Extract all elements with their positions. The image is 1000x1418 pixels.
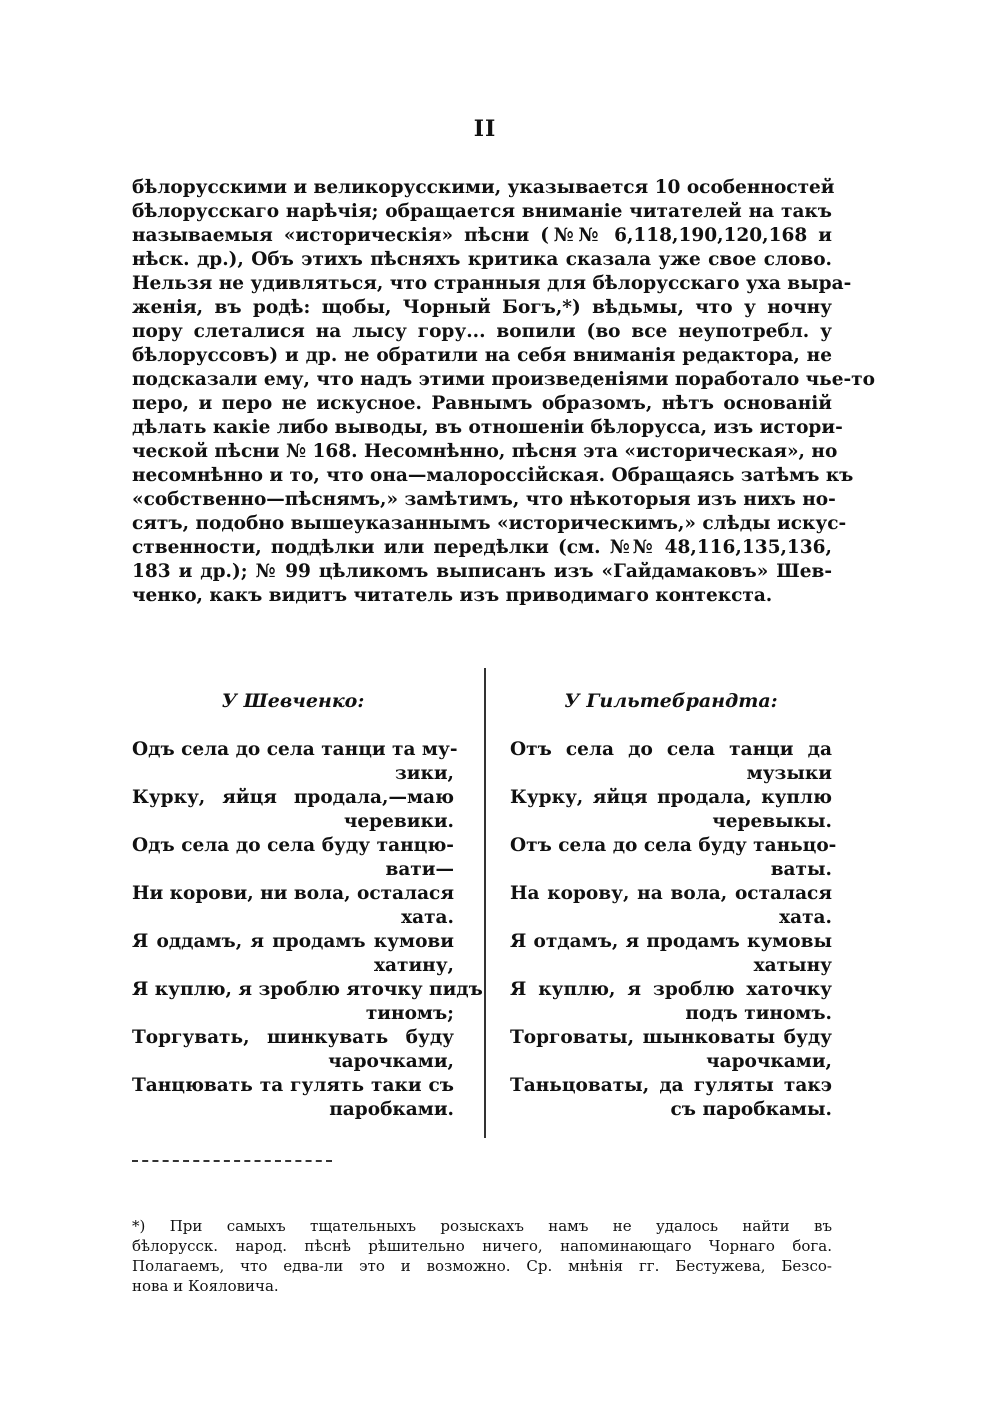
verse-line: Я куплю, я зроблю хаточку xyxy=(510,979,832,1000)
verse-line: Я отдамъ, я продамъ кумовы xyxy=(510,931,832,952)
verse-line-continuation: тиномъ; xyxy=(365,1003,454,1024)
footnote-line: Полагаемъ, что едва-ли это и возможно. Ср. мнѣнія гг. Бестужева, Безсо- xyxy=(132,1257,832,1275)
verse-line: Курку, яйця продала,—маю xyxy=(132,787,454,808)
verse-line: Ни корови, ни вола, осталася xyxy=(132,883,454,904)
verse-line: Таньцоваты, да гуляты такэ xyxy=(510,1075,832,1096)
verse-line: Я куплю, я зроблю яточку пидъ xyxy=(132,979,483,1000)
verse-line: Я оддамъ, я продамъ кумови xyxy=(132,931,454,952)
body-line: «собственно—пѣснямъ,» замѣтимъ, что нѣкоторыя изъ нихъ но- xyxy=(132,489,836,510)
verse-line: Торговаты, шынковаты буду xyxy=(510,1027,832,1048)
body-line: бѣлорусскими и великорусскими, указывается 10 особенностей xyxy=(132,177,835,198)
verse-line-continuation: музыки xyxy=(746,763,832,784)
right-column-heading: У Гильтебрандта: xyxy=(564,690,778,712)
verse-line-continuation: хата. xyxy=(401,907,454,928)
verse-line-continuation: черевыкы. xyxy=(712,811,832,832)
right-column-hiltebrandt xyxy=(510,686,837,1122)
column-divider xyxy=(484,668,486,1138)
verse-line-continuation: хата. xyxy=(779,907,832,928)
verse-line-continuation: ваты. xyxy=(770,859,832,880)
body-line: нѣск. др.), Объ этихъ пѣсняхъ критика сказала уже свое слово. xyxy=(132,249,832,270)
body-line: бѣлорусскаго нарѣчія; обращается вниманіе читателей на такъ xyxy=(132,201,832,222)
verse-line-continuation: съ паробкамы. xyxy=(670,1099,832,1120)
verse-line: Одъ села до села танци та му- xyxy=(132,739,458,760)
footnote-line: нова и Кояловича. xyxy=(132,1277,279,1295)
verse-line-continuation: хатыну xyxy=(753,955,832,976)
footnote-rule xyxy=(132,1160,332,1162)
verse-line-continuation: паробками. xyxy=(329,1099,454,1120)
body-line: 183 и др.); № 99 цѣликомъ выписанъ изъ «Гайдамаковъ» Шев- xyxy=(132,561,832,582)
verse-line-continuation: зики, xyxy=(394,763,454,784)
body-line: пору слеталися на лысу гору... вопили (во все неупотребл. у xyxy=(132,321,832,342)
body-line: ческой пѣсни № 168. Несомнѣнно, пѣсня эта «историческая», но xyxy=(132,441,838,462)
body-line: бѣлоруссовъ) и др. не обратили на себя вниманія редактора, не xyxy=(132,345,832,366)
verse-line-continuation: вати— xyxy=(385,859,454,880)
body-text xyxy=(132,176,875,608)
body-line: ственности, поддѣлки или передѣлки (см. №№ 48,116,135,136, xyxy=(132,537,832,558)
verse-line: Танцювать та гулять таки съ xyxy=(132,1075,454,1096)
verse-line: На корову, на вола, осталася xyxy=(510,883,832,904)
verse-line: Одъ села до села буду танцю- xyxy=(132,835,454,856)
verse-line-continuation: хатину, xyxy=(373,955,454,976)
body-line: называемыя «историческія» пѣсни (№№ 6,118,190,120,168 и xyxy=(132,225,832,246)
verse-line: Торгувать, шинкувать буду xyxy=(132,1027,454,1048)
left-column-shevchenko xyxy=(132,686,483,1122)
body-line: несомнѣнно и то, что она—малороссійская. Обращаясь затѣмъ къ xyxy=(132,465,854,486)
verse-line-continuation: чарочками, xyxy=(706,1051,832,1072)
body-line: сятъ, подобно вышеуказаннымъ «историческимъ,» слѣды искус- xyxy=(132,513,847,534)
footnote-line: бѣлорусск. народ. пѣснѣ рѣшительно ничего, напоминающаго Чорнаго бога. xyxy=(132,1237,832,1255)
body-line: Нельзя не удивляться, что странныя для бѣлорусскаго уха выра- xyxy=(132,273,852,294)
verse-line-continuation: чарочками, xyxy=(328,1051,454,1072)
verse-line: Курку, яйця продала, куплю xyxy=(510,787,832,808)
body-line: ченко, какъ видитъ читатель изъ приводимаго контекста. xyxy=(132,585,773,606)
body-line: дѣлать какіе либо выводы, въ отношеніи бѣлорусса, изъ истори- xyxy=(132,417,843,438)
left-column-heading: У Шевченко: xyxy=(221,690,365,712)
verse-line: Отъ села до села танци да xyxy=(510,739,832,760)
body-line: женія, въ родѣ: щобы, Чорный Богъ,*) вѣдьмы, что у ночну xyxy=(132,297,832,318)
footnote-line: *) При самыхъ тщательныхъ розыскахъ намъ не удалось найти въ xyxy=(132,1217,832,1235)
verse-line-continuation: подъ тиномъ. xyxy=(685,1003,832,1024)
body-line: перо, и перо не искусное. Равнымъ образомъ, нѣтъ основаній xyxy=(132,393,832,414)
body-line: подсказали ему, что надъ этими произведеніями поработало чье-то xyxy=(132,369,875,390)
page-number: II xyxy=(473,116,497,142)
footnote xyxy=(132,1216,832,1296)
verse-line: Отъ села до села буду таньцо- xyxy=(510,835,837,856)
verse-line-continuation: черевики. xyxy=(343,811,454,832)
